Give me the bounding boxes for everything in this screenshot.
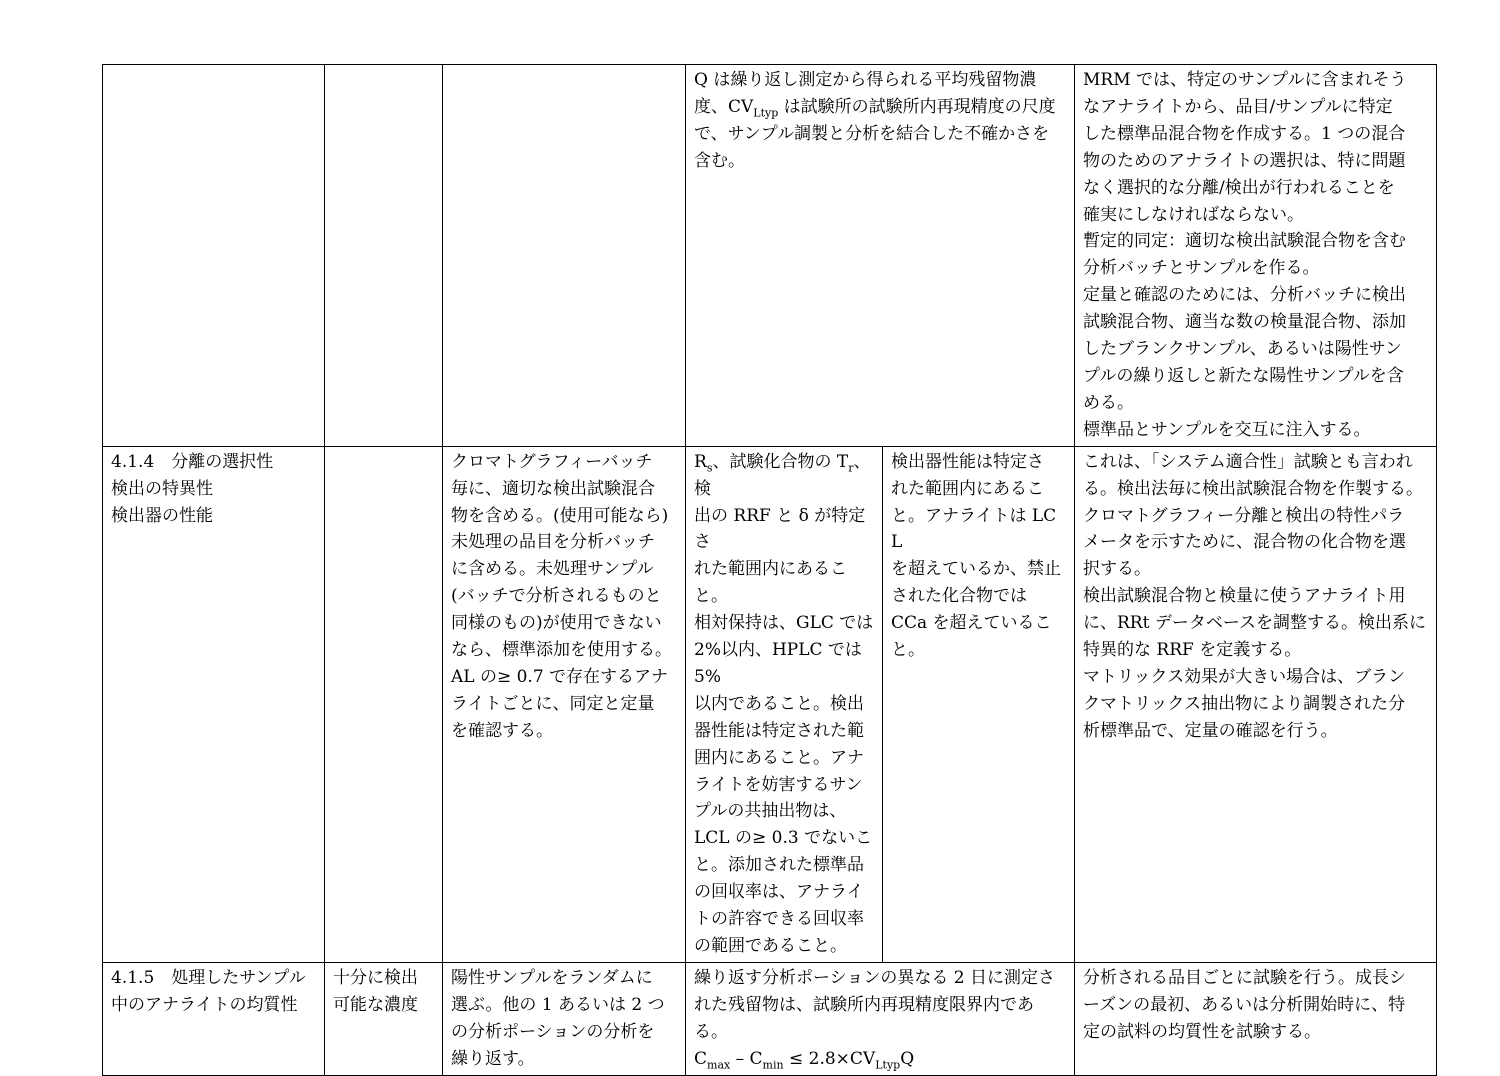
subscript: max bbox=[707, 1058, 731, 1072]
text-line: 析標準品で、定量の確認を行う。 bbox=[1083, 720, 1338, 741]
text-line: された化合物では bbox=[891, 586, 1027, 607]
section-heading: 4.1.4 分離の選択性 bbox=[111, 451, 274, 472]
text-line: に含める。未処理サンプル bbox=[451, 559, 654, 580]
text-fragment: ≤ 2.8×CV bbox=[783, 1048, 876, 1069]
text-line-with-subscript bbox=[694, 94, 1066, 121]
text-line: 以内であること。検出 bbox=[694, 693, 864, 714]
table-row bbox=[103, 446, 1437, 962]
text-line-with-subscript bbox=[694, 449, 874, 503]
text-line: LCL の≥ 0.3 でないこ bbox=[694, 828, 873, 849]
text-line: 検出器の性能 bbox=[111, 505, 213, 526]
text-line: 十分に検出 bbox=[333, 967, 418, 988]
text-line: Q は繰り返し測定から得られる平均残留物濃 bbox=[694, 70, 1037, 90]
subscript: min bbox=[762, 1058, 784, 1072]
text-line: ライトごとに、同定と定量 bbox=[451, 693, 655, 714]
text-line: 繰り返す分析ポーションの異なる 2 日に測定さ bbox=[694, 967, 1055, 988]
text-fragment: R bbox=[694, 451, 707, 472]
text-line: 繰り返す。 bbox=[451, 1048, 535, 1069]
text-line: 毎に、適切な検出試験混合 bbox=[451, 478, 655, 499]
text-line: クマトリックス抽出物により調製された分 bbox=[1083, 693, 1406, 714]
text-line: これは、「システム適合性」試験とも言われ bbox=[1083, 451, 1413, 472]
text-line: 試験混合物、適当な数の検量混合物、添加 bbox=[1083, 312, 1406, 333]
text-line: クロマトグラフィーバッチ bbox=[451, 451, 653, 472]
text-line: なら、標準添加を使用する。 bbox=[451, 640, 672, 661]
row1-section-cell bbox=[103, 65, 325, 447]
text-line: の回収率は、アナライ bbox=[694, 882, 864, 903]
row1-criteria-cell bbox=[686, 65, 1075, 447]
text-line: なアナライトから、品目/サンプルに特定 bbox=[1083, 96, 1393, 117]
text-line: プルの共抽出物は、 bbox=[694, 801, 847, 822]
text-line: 中のアナライトの均質性 bbox=[111, 994, 298, 1015]
text-line: の範囲であること。 bbox=[694, 936, 847, 956]
text-fragment: は試験所の試験所内再現精度の尺度 bbox=[778, 96, 1056, 117]
subscript: r bbox=[848, 461, 854, 475]
row2-criteria-cell bbox=[686, 446, 883, 962]
text-line: CCa を超えているこ bbox=[891, 613, 1052, 634]
text-line: 可能な濃度 bbox=[333, 994, 418, 1015]
text-line: の分析ポーションの分析を bbox=[451, 1021, 655, 1042]
subscript: s bbox=[706, 461, 713, 475]
text-line: 未処理の品目を分析バッチ bbox=[451, 532, 655, 553]
text-line: 分析される品目ごとに試験を行う。成長シ bbox=[1083, 967, 1406, 988]
text-fragment: – C bbox=[730, 1048, 763, 1069]
text-line: クロマトグラフィー分離と検出の特性パラ bbox=[1083, 505, 1405, 526]
text-line: プルの繰り返しと新たな陽性サンプルを含 bbox=[1083, 365, 1404, 386]
text-line: マトリックス効果が大きい場合は、ブラン bbox=[1083, 666, 1406, 687]
text-line: 含む。 bbox=[694, 150, 745, 171]
text-line: 器性能は特定された範 bbox=[694, 720, 864, 741]
text-line: した標準品混合物を作成する。1 つの混合 bbox=[1083, 123, 1406, 144]
text-line: (バッチで分析されるものと bbox=[451, 586, 662, 607]
row3-section-cell bbox=[103, 962, 325, 1075]
text-line: 特異的な RRF を定義する。 bbox=[1083, 640, 1302, 661]
text-fragment: 、検 bbox=[694, 451, 871, 499]
text-line: める。 bbox=[1083, 392, 1134, 413]
row1-level-cell bbox=[325, 65, 443, 447]
text-line: る。 bbox=[694, 1021, 728, 1042]
text-fragment: C bbox=[694, 1048, 708, 1069]
text-line: れた範囲内にあるこ bbox=[891, 478, 1044, 499]
text-line: 陽性サンプルをランダムに bbox=[451, 967, 653, 988]
text-line: 分析バッチとサンプルを作る。 bbox=[1083, 258, 1320, 279]
row1-procedure-cell bbox=[443, 65, 686, 447]
text-line: 相対保持は、GLC では bbox=[694, 613, 874, 634]
subscript: Ltyp bbox=[753, 106, 779, 120]
row2-procedure-cell bbox=[443, 446, 686, 962]
text-line: で、サンプル調製と分析を結合した不確かさを bbox=[694, 123, 1050, 144]
text-fragment: 度、CV bbox=[694, 96, 754, 117]
text-line: 定量と確認のためには、分析バッチに検出 bbox=[1083, 285, 1406, 306]
text-fragment: Q bbox=[900, 1048, 915, 1069]
table-row bbox=[103, 962, 1437, 1075]
row2-level-cell bbox=[325, 446, 443, 962]
section-heading: 4.1.5 処理したサンプル bbox=[111, 967, 306, 988]
row3-criteria-cell bbox=[686, 962, 1075, 1075]
row3-level-cell bbox=[325, 962, 443, 1075]
text-line: トの許容できる回収率 bbox=[694, 909, 864, 930]
text-line: れた範囲内にあるこ bbox=[694, 559, 847, 580]
text-line: を確認する。 bbox=[451, 720, 553, 741]
row2-detector-cell bbox=[883, 446, 1075, 962]
row2-notes-cell bbox=[1075, 446, 1437, 962]
text-line: 選ぶ。他の 1 あるいは 2 つ bbox=[451, 994, 665, 1015]
formula bbox=[694, 1046, 1066, 1073]
text-line: 暫定的同定：適切な検出試験混合物を含む bbox=[1083, 231, 1406, 252]
text-fragment: 、試験化合物の T bbox=[712, 451, 849, 472]
text-line: 2%以内、HPLC では 5% bbox=[694, 640, 862, 687]
text-line: に、RRt データベースを調整する。検出系に bbox=[1083, 613, 1426, 634]
text-line: 出の RRF と δ が特定さ bbox=[694, 505, 866, 553]
text-line: 択する。 bbox=[1083, 559, 1151, 580]
text-line: と。アナライトは LCL bbox=[891, 505, 1057, 553]
text-line: れた残留物は、試験所内再現精度限界内であ bbox=[694, 994, 1034, 1015]
text-line: なく選択的な分離/検出が行われることを bbox=[1083, 177, 1395, 198]
text-line: MRM では、特定のサンプルに含まれそう bbox=[1083, 70, 1407, 90]
text-line: 確実にしなければならない。 bbox=[1083, 204, 1304, 225]
text-line: 標準品とサンプルを交互に注入する。 bbox=[1083, 419, 1371, 440]
text-line: 囲内にあること。アナ bbox=[694, 747, 864, 768]
row3-notes-cell bbox=[1075, 962, 1437, 1075]
text-line: したブランクサンプル、あるいは陽性サン bbox=[1083, 339, 1402, 360]
text-line: 同様のもの)が使用できない bbox=[451, 613, 662, 634]
criteria-table bbox=[102, 64, 1437, 1076]
table-row bbox=[103, 65, 1437, 447]
text-line: ライトを妨害するサン bbox=[694, 774, 863, 795]
text-line: 検出の特異性 bbox=[111, 478, 213, 499]
text-line: 検出器性能は特定さ bbox=[891, 451, 1044, 472]
text-line: る。検出法毎に検出試験混合物を作製する。 bbox=[1083, 478, 1423, 499]
row1-notes-cell bbox=[1075, 65, 1437, 447]
subscript: Ltyp bbox=[875, 1058, 901, 1072]
row2-section-cell bbox=[103, 446, 325, 962]
text-line: 定の試料の均質性を試験する。 bbox=[1083, 1021, 1321, 1042]
text-line: 物を含める。(使用可能なら) bbox=[451, 505, 669, 526]
text-line: AL の≥ 0.7 で存在するアナ bbox=[451, 666, 669, 687]
text-line: と。添加された標準品 bbox=[694, 855, 864, 876]
text-line: メータを示すために、混合物の化合物を選 bbox=[1083, 532, 1406, 553]
row3-procedure-cell bbox=[443, 962, 686, 1075]
text-line: と。 bbox=[694, 586, 728, 607]
text-line: 検出試験混合物と検量に使うアナライト用 bbox=[1083, 586, 1406, 607]
text-line: を超えているか、禁止 bbox=[891, 559, 1061, 580]
text-line: ーズンの最初、あるいは分析開始時に、特 bbox=[1083, 994, 1406, 1015]
text-line: 物のためのアナライトの選択は、特に問題 bbox=[1083, 150, 1406, 171]
text-line: と。 bbox=[891, 640, 925, 661]
